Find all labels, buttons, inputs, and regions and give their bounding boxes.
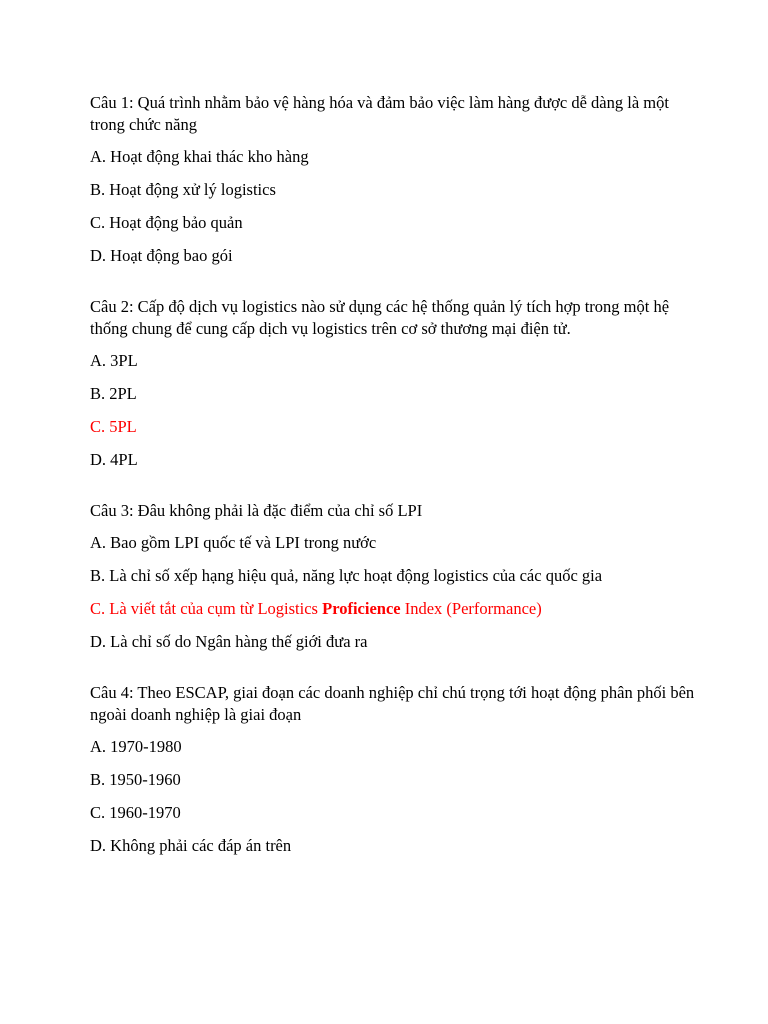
option-c: C. Hoạt động bảo quản <box>90 213 243 232</box>
question-3 <box>90 500 700 653</box>
option-c-bold-word: Proficience <box>322 599 401 618</box>
option-c-highlighted-answer <box>90 598 700 620</box>
option-b: B. Hoạt động xử lý logistics <box>90 180 276 199</box>
option-a: A. 1970-1980 <box>90 737 182 756</box>
option-b: B. 2PL <box>90 384 137 403</box>
option-a: A. Hoạt động khai thác kho hàng <box>90 147 309 166</box>
option-c-highlighted-answer: C. 5PL <box>90 417 137 436</box>
option-b: B. Là chỉ số xếp hạng hiệu quả, năng lực hoạt động logistics của các quốc gia <box>90 566 603 585</box>
option-c-prefix: C. Là viết tắt của cụm từ Logistics <box>90 599 323 618</box>
question-text: Câu 3: Đâu không phải là đặc điểm của chỉ số LPI <box>90 501 423 520</box>
question-text: Câu 2: Cấp độ dịch vụ logistics nào sử dụng các hệ thống quản lý tích hợp trong một hệ thống chung để cung cấp dịch vụ logistics trên cơ sở thương mại điện tử. <box>90 297 670 338</box>
question-1 <box>90 92 700 267</box>
question-4 <box>90 682 700 857</box>
option-c: C. 1960-1970 <box>90 803 181 822</box>
document-page <box>90 92 700 886</box>
question-2 <box>90 296 700 471</box>
option-c-suffix: Index (Performance) <box>400 599 542 618</box>
option-d: D. Không phải các đáp án trên <box>90 836 292 855</box>
option-a: A. Bao gồm LPI quốc tế và LPI trong nước <box>90 533 377 552</box>
option-d: D. Hoạt động bao gói <box>90 246 233 265</box>
option-b: B. 1950-1960 <box>90 770 181 789</box>
option-d: D. 4PL <box>90 450 138 469</box>
question-text: Câu 4: Theo ESCAP, giai đoạn các doanh nghiệp chỉ chú trọng tới hoạt động phân phối bên ngoài doanh nghiệp là giai đoạn <box>90 683 695 724</box>
option-a: A. 3PL <box>90 351 138 370</box>
question-text: Câu 1: Quá trình nhằm bảo vệ hàng hóa và đảm bảo việc làm hàng được dễ dàng là một trong chức năng <box>90 93 669 134</box>
option-d: D. Là chỉ số do Ngân hàng thế giới đưa ra <box>90 632 368 651</box>
